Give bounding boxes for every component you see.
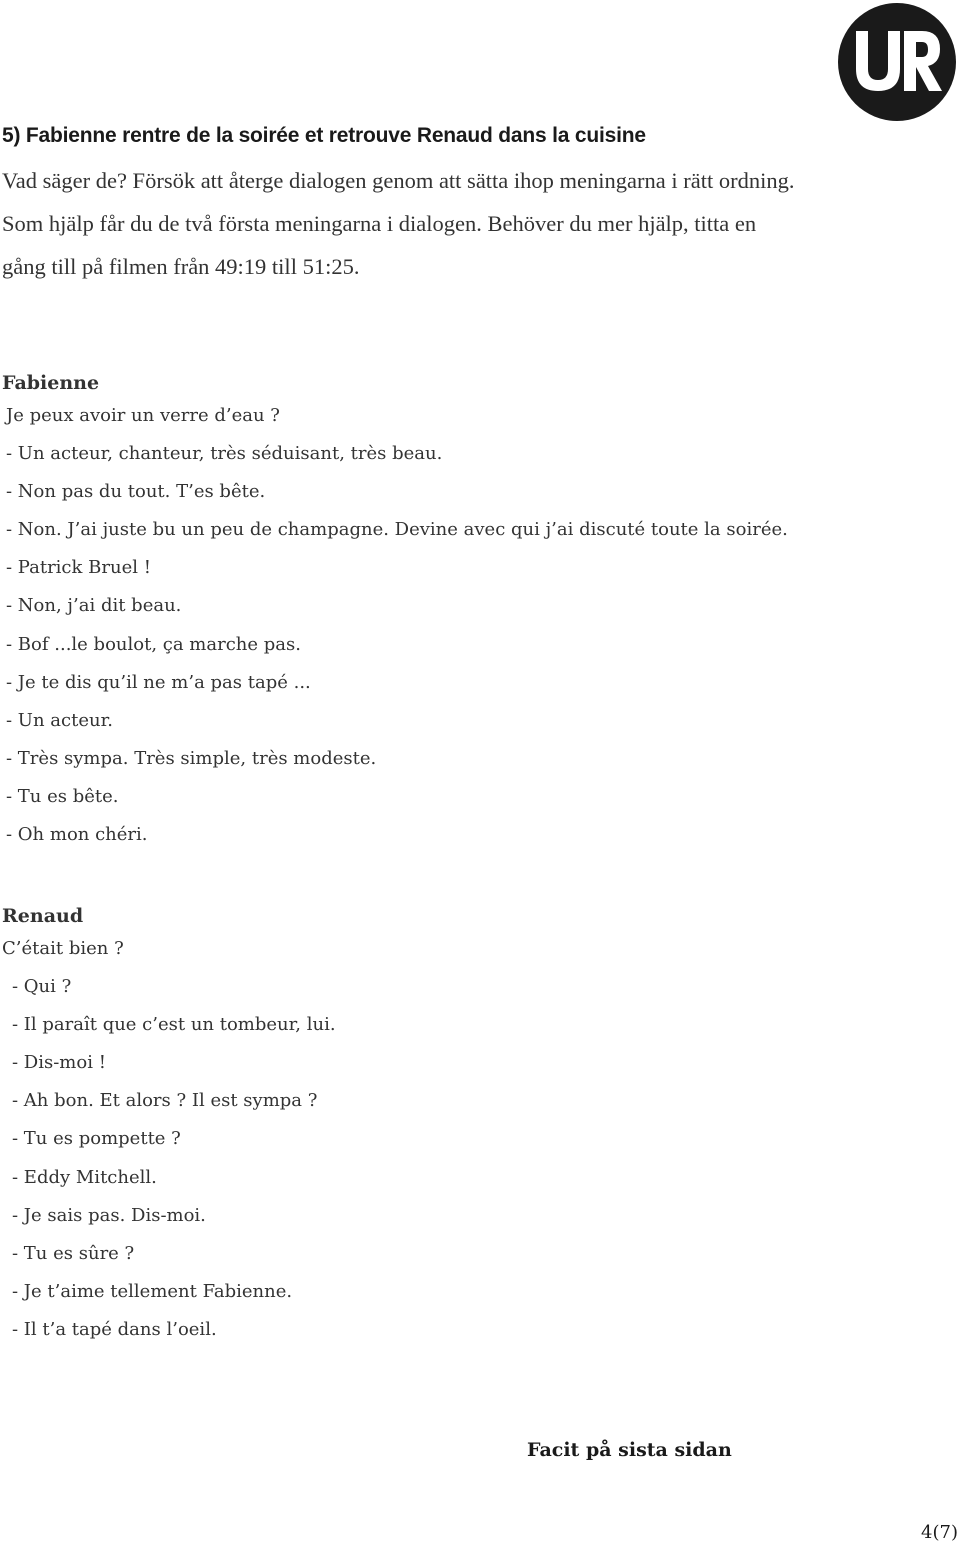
renaud-lines bbox=[2, 930, 852, 1349]
dialogue-line: Je peux avoir un verre d’eau ? bbox=[6, 405, 280, 426]
instruction-paragraph: Vad säger de? Försök att återge dialogen genom att sätta ihop meningarna i rätt ordning. bbox=[2, 168, 795, 193]
dialogue-line: - Ah bon. Et alors ? Il est sympa ? bbox=[12, 1090, 318, 1112]
dialogue-line: - Je sais pas. Dis-moi. bbox=[12, 1204, 206, 1226]
dialogue-line: - Un acteur, chanteur, très séduisant, très beau. bbox=[6, 443, 443, 465]
ur-logo-mark bbox=[838, 3, 956, 121]
dialogue-line: C’était bien ? bbox=[2, 938, 124, 959]
dialogue-line: - Qui ? bbox=[12, 976, 72, 998]
dialogue-line: - Il paraît que c’est un tombeur, lui. bbox=[12, 1014, 336, 1036]
dialogue-line: - Non. J’ai juste bu un peu de champagne. Devine avec qui j’ai discuté toute la soirée. bbox=[6, 519, 788, 541]
dialogue-line: - Tu es sûre ? bbox=[12, 1242, 135, 1264]
dialogue-line: - Non, j’ai dit beau. bbox=[6, 595, 182, 617]
dialogue-line: - Tu es bête. bbox=[6, 785, 119, 807]
speaker-name-fabienne: Fabienne bbox=[2, 372, 100, 394]
dialogue-line: - Bof ...le boulot, ça marche pas. bbox=[6, 633, 301, 655]
dialogue-line: - Un acteur. bbox=[6, 709, 113, 731]
fabienne-block bbox=[2, 369, 852, 854]
instructions bbox=[2, 159, 802, 288]
fabienne-lines bbox=[6, 397, 852, 854]
dialogue-line: - Je t’aime tellement Fabienne. bbox=[12, 1280, 293, 1302]
dialogue-line: - Je te dis qu’il ne m’a pas tapé ... bbox=[6, 671, 311, 693]
answer-key-note: Facit på sista sidan bbox=[527, 1439, 732, 1461]
dialogue-line: - Tu es pompette ? bbox=[12, 1128, 181, 1150]
dialogue-line: - Eddy Mitchell. bbox=[12, 1166, 157, 1188]
speaker-name-renaud: Renaud bbox=[2, 905, 84, 927]
dialogue-line: - Dis-moi ! bbox=[12, 1052, 106, 1074]
dialogue-line: - Patrick Bruel ! bbox=[6, 557, 151, 579]
dialogue-line: - Très sympa. Très simple, très modeste. bbox=[6, 747, 377, 769]
section-heading: 5) Fabienne rentre de la soirée et retrouve Renaud dans la cuisine bbox=[2, 124, 646, 147]
dialogue-line: - Il t’a tapé dans l’oeil. bbox=[12, 1318, 217, 1340]
page-number: 4(7) bbox=[921, 1522, 958, 1543]
ur-logo bbox=[838, 3, 956, 121]
renaud-block bbox=[2, 902, 852, 1349]
instruction-paragraph: Som hjälp får du de två första meningarna i dialogen. Behöver du mer hjälp, titta en gång till på filmen från 49:19 till 51:25. bbox=[2, 211, 757, 279]
dialogue-line: - Non pas du tout. T’es bête. bbox=[6, 481, 266, 503]
dialogue-line: - Oh mon chéri. bbox=[6, 824, 148, 846]
